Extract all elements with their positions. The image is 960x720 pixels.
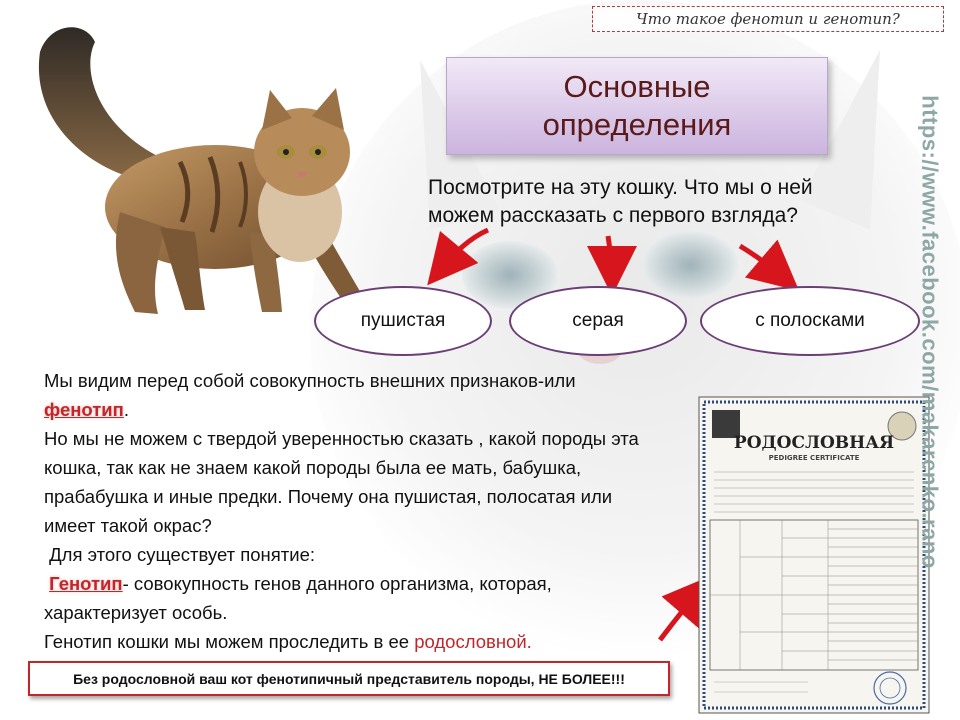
paragraph-uncertainty: Но мы не можем с твердой уверенностью сказать , какой породы эта кошка, так как не знаем какой породы была ее мать, бабушка, прабабушка и иные предки. Почему она пушистая, полосатая или имеет такой окрас? bbox=[44, 428, 639, 536]
cat-image bbox=[0, 12, 390, 334]
trait-label: серая bbox=[572, 310, 624, 331]
paragraph-genotype: Генотип- совокупность генов данного организма, которая, характеризует особь. bbox=[44, 573, 552, 623]
facebook-url-text: https://www.facebook.com/makarenko.rano bbox=[918, 95, 943, 569]
topic-label bbox=[592, 6, 944, 32]
certificate-title: РОДОСЛОВНАЯ bbox=[733, 433, 895, 453]
warning-banner bbox=[28, 661, 670, 696]
body-text bbox=[44, 366, 664, 656]
facebook-url-watermark bbox=[880, 52, 960, 612]
certificate-subtitle: PEDIGREE CERTIFICATE bbox=[768, 454, 860, 462]
term-pedigree: родословной. bbox=[414, 631, 532, 652]
paragraph-phenotype: Мы видим перед собой совокупность внешних признаков-или фенотип. bbox=[44, 370, 576, 420]
slide-title: Основные определения bbox=[542, 69, 732, 142]
trait-label: с полосками bbox=[755, 310, 865, 331]
warning-banner-text: Без родословной ваш кот фенотипичный представитель породы, НЕ БОЛЕЕ!!! bbox=[73, 670, 625, 687]
term-genotype: Генотип bbox=[49, 573, 123, 594]
paragraph-pedigree: Генотип кошки мы можем проследить в ее родословной. bbox=[44, 631, 532, 652]
slide-title-box bbox=[446, 57, 828, 155]
trait-label: пушистая bbox=[360, 310, 446, 331]
topic-label-text: Что такое фенотип и генотип? bbox=[636, 10, 900, 28]
trait-oval-fluffy bbox=[314, 286, 492, 356]
trait-oval-grey bbox=[509, 286, 687, 356]
paragraph-concept: Для этого существует понятие: bbox=[44, 544, 316, 565]
question-text: Посмотрите на эту кошку. Что мы о ней можем рассказать с первого взгляда? bbox=[428, 176, 813, 227]
term-phenotype: фенотип bbox=[44, 399, 124, 420]
